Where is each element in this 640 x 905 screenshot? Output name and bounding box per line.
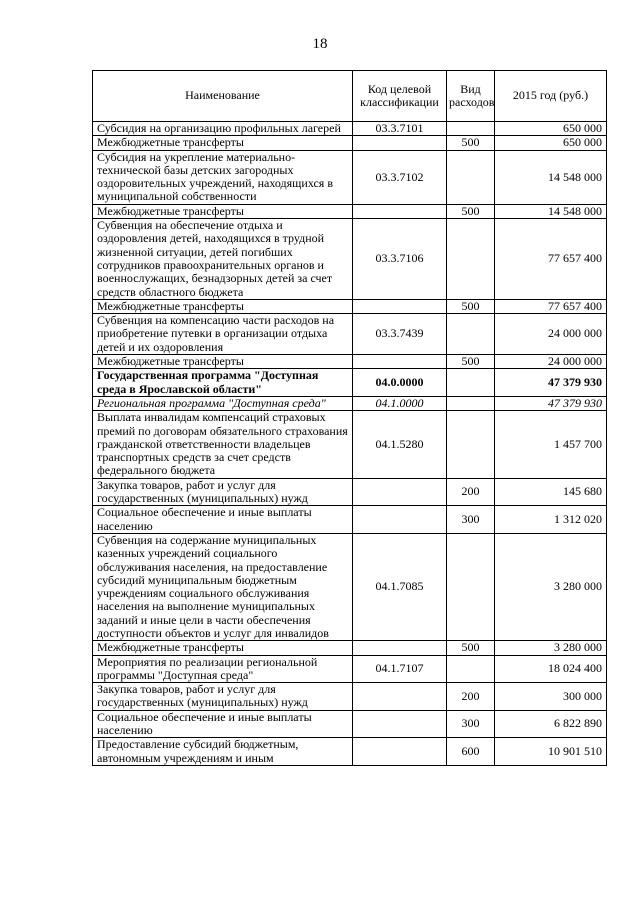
cell-vid	[447, 411, 495, 478]
cell-code	[353, 478, 447, 506]
cell-vid	[447, 533, 495, 640]
budget-table	[92, 70, 607, 766]
header-name: Наименование	[93, 71, 353, 122]
cell-code: 03.3.7101	[353, 122, 447, 136]
cell-amount: 18 024 400	[495, 655, 607, 683]
cell-vid	[447, 219, 495, 300]
cell-vid	[447, 396, 495, 410]
cell-name: Субвенция на компенсацию части расходов на приобретение путевки в организации отдыха детей и их оздоровления	[93, 314, 353, 355]
table-row	[93, 411, 607, 478]
table-row	[93, 299, 607, 313]
cell-amount: 14 548 000	[495, 204, 607, 218]
cell-name: Субвенция на содержание муниципальных казенных учреждений социального обслуживания населения, на предоставление субсидий муниципальным бюджетным учреждениям социального обслуживания населения на выполнение муниципальных заданий и иные цели в части обеспечения доступности объектов и услуг для инвалидов	[93, 533, 353, 640]
cell-code: 03.3.7106	[353, 219, 447, 300]
header-vid: Вид расходов	[447, 71, 495, 122]
cell-name: Межбюджетные трансферты	[93, 299, 353, 313]
cell-amount: 77 657 400	[495, 299, 607, 313]
cell-amount: 1 457 700	[495, 411, 607, 478]
cell-code	[353, 641, 447, 655]
cell-vid	[447, 150, 495, 204]
page-number: 18	[312, 36, 328, 52]
cell-amount: 1 312 020	[495, 506, 607, 534]
table-row	[93, 122, 607, 136]
cell-name: Социальное обеспечение и иные выплаты населению	[93, 710, 353, 738]
cell-code: 04.1.7085	[353, 533, 447, 640]
cell-code	[353, 683, 447, 711]
cell-name: Мероприятия по реализации региональной программы "Доступная среда"	[93, 655, 353, 683]
table-row	[93, 683, 607, 711]
cell-code	[353, 204, 447, 218]
cell-vid: 500	[447, 299, 495, 313]
cell-code	[353, 299, 447, 313]
table-row	[93, 204, 607, 218]
header-code: Код целевой классификации	[353, 71, 447, 122]
cell-amount: 300 000	[495, 683, 607, 711]
cell-code	[353, 355, 447, 369]
cell-vid: 300	[447, 506, 495, 534]
table-row	[93, 533, 607, 640]
cell-code	[353, 136, 447, 150]
cell-name: Межбюджетные трансферты	[93, 355, 353, 369]
cell-vid: 500	[447, 204, 495, 218]
cell-code	[353, 710, 447, 738]
cell-code: 04.1.5280	[353, 411, 447, 478]
cell-name: Межбюджетные трансферты	[93, 641, 353, 655]
cell-vid: 500	[447, 136, 495, 150]
table-row	[93, 355, 607, 369]
cell-amount: 47 379 930	[495, 396, 607, 410]
cell-vid	[447, 122, 495, 136]
cell-vid: 500	[447, 355, 495, 369]
cell-code	[353, 506, 447, 534]
cell-vid: 200	[447, 478, 495, 506]
cell-amount: 3 280 000	[495, 533, 607, 640]
cell-code: 03.3.7102	[353, 150, 447, 204]
cell-vid: 300	[447, 710, 495, 738]
cell-vid	[447, 369, 495, 397]
cell-vid	[447, 314, 495, 355]
cell-name: Выплата инвалидам компенсаций страховых премий по договорам обязательного страхования гражданской ответственности владельцев транспортных средств за счет средств федерального бюджета	[93, 411, 353, 478]
cell-name: Межбюджетные трансферты	[93, 136, 353, 150]
cell-vid: 600	[447, 738, 495, 766]
table-row	[93, 396, 607, 410]
cell-amount: 6 822 890	[495, 710, 607, 738]
cell-amount: 3 280 000	[495, 641, 607, 655]
cell-amount: 24 000 000	[495, 355, 607, 369]
cell-name: Предоставление субсидий бюджетным, автономным учреждениям и иным	[93, 738, 353, 766]
cell-name: Субсидия на укрепление материально-технической базы детских загородных оздоровительных учреждений, находящихся в муниципальной собственности	[93, 150, 353, 204]
table-row	[93, 641, 607, 655]
table-row	[93, 219, 607, 300]
cell-amount: 650 000	[495, 136, 607, 150]
cell-vid: 200	[447, 683, 495, 711]
cell-amount: 145 680	[495, 478, 607, 506]
cell-code: 04.1.0000	[353, 396, 447, 410]
cell-code: 04.1.7107	[353, 655, 447, 683]
cell-name: Региональная программа "Доступная среда"	[93, 396, 353, 410]
cell-name: Государственная программа "Доступная среда в Ярославской области"	[93, 369, 353, 397]
cell-amount: 47 379 930	[495, 369, 607, 397]
header-amount: 2015 год (руб.)	[495, 71, 607, 122]
table-row	[93, 136, 607, 150]
cell-name: Межбюджетные трансферты	[93, 204, 353, 218]
table-row	[93, 655, 607, 683]
cell-code	[353, 738, 447, 766]
table-header-row	[93, 71, 607, 122]
table-row	[93, 314, 607, 355]
cell-amount: 24 000 000	[495, 314, 607, 355]
cell-amount: 14 548 000	[495, 150, 607, 204]
cell-name: Субвенция на обеспечение отдыха и оздоровления детей, находящихся в трудной жизненной ситуации, детей погибших сотрудников правоохранительных органов и военнослужащих, безнадзорных детей за счет средств областного бюджета	[93, 219, 353, 300]
table-body	[93, 122, 607, 766]
table-row	[93, 738, 607, 766]
cell-name: Субсидия на организацию профильных лагерей	[93, 122, 353, 136]
cell-vid	[447, 655, 495, 683]
table-row	[93, 150, 607, 204]
cell-code: 04.0.0000	[353, 369, 447, 397]
cell-amount: 77 657 400	[495, 219, 607, 300]
cell-name: Закупка товаров, работ и услуг для государственных (муниципальных) нужд	[93, 683, 353, 711]
cell-vid: 500	[447, 641, 495, 655]
cell-amount: 650 000	[495, 122, 607, 136]
table-row	[93, 710, 607, 738]
table-row	[93, 506, 607, 534]
cell-amount: 10 901 510	[495, 738, 607, 766]
table-row	[93, 369, 607, 397]
table-row	[93, 478, 607, 506]
cell-name: Социальное обеспечение и иные выплаты населению	[93, 506, 353, 534]
cell-name: Закупка товаров, работ и услуг для государственных (муниципальных) нужд	[93, 478, 353, 506]
cell-code: 03.3.7439	[353, 314, 447, 355]
